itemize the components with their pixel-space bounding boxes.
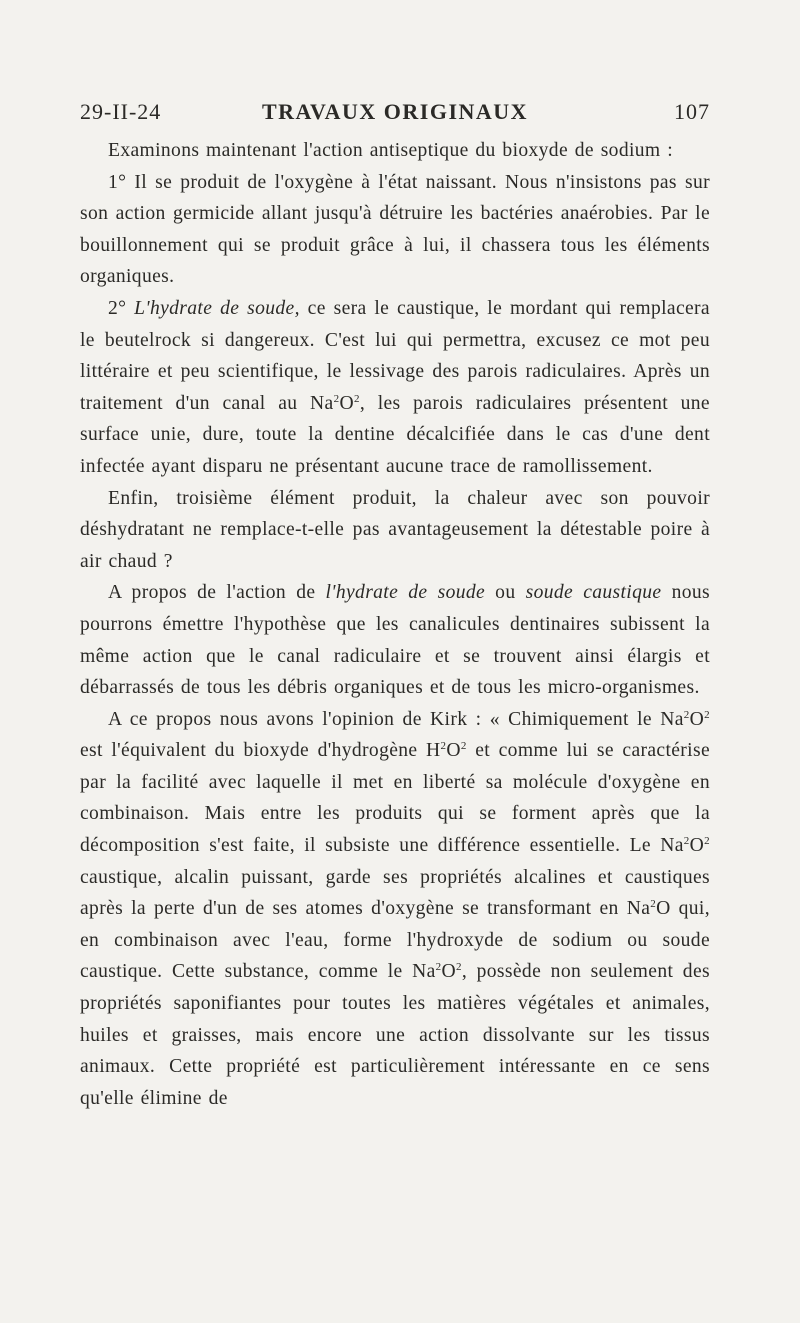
formula-part: O bbox=[689, 708, 705, 730]
paragraph-kirk-quote bbox=[80, 704, 710, 1115]
header-section-title: TRAVAUX ORIGINAUX bbox=[261, 99, 529, 124]
paragraph-text: Examinons maintenant l'action antiseptique du bioxyde de sodium : bbox=[108, 140, 674, 161]
subscript-figure: 2 bbox=[460, 740, 467, 753]
formula-part: O bbox=[446, 740, 461, 762]
paragraph-text: caustique, alcalin puissant, garde ses propriétés alcalines et caustiques après la perte d'un de ses atomes d'oxygène se transformant en Na bbox=[80, 866, 710, 920]
paragraph-text: , les parois radiculaires présentent une surface unie, dure, toute la dentine décalcifiée dans le cas d'une dent infectée ayant disparu ne présentant aucune trace de ramollissement. bbox=[80, 392, 710, 477]
list-number: 2° bbox=[108, 297, 135, 319]
subscript-figure: 2 bbox=[704, 708, 710, 721]
subscript-figure: 2 bbox=[435, 961, 442, 974]
paragraph-text: Enfin, troisième élément produit, la chaleur avec son pouvoir déshydratant ne remplace-t-elle pas avantageusement la détestable poire à air chaud ? bbox=[80, 487, 710, 572]
italic-term: soude caustique bbox=[525, 582, 662, 604]
subscript-figure: 2 bbox=[683, 708, 690, 721]
subscript-figure: 2 bbox=[455, 961, 462, 974]
running-header bbox=[80, 95, 710, 135]
header-date: 29-II-24 bbox=[80, 99, 162, 124]
paragraph-heat bbox=[80, 483, 710, 578]
page-body bbox=[80, 135, 710, 1114]
italic-term: l'hydrate de soude bbox=[325, 582, 486, 604]
formula-part: O bbox=[441, 961, 456, 983]
subscript-figure: 2 bbox=[650, 898, 657, 911]
paragraph-text: et comme lui se caractérise par la facilité avec laquelle il met en liberté sa molécule d'oxygène en combinaison. Mais entre les produits qui se forment après que la décomposition s'est faite, il subsiste une différence essentielle. Le Na bbox=[80, 740, 710, 857]
formula-part: O bbox=[339, 392, 354, 414]
formula-part: O bbox=[689, 835, 705, 857]
paragraph-text: O qui, en combinaison avec l'eau, forme l'hydroxyde de sodium ou soude caustique. Cette substance, comme le Na bbox=[80, 898, 710, 983]
paragraph-canalicules bbox=[80, 577, 710, 703]
paragraph-text: ou bbox=[485, 582, 526, 604]
paragraph-oxygen bbox=[80, 167, 710, 293]
paragraph-text: est l'équivalent du bioxyde d'hydrogène H bbox=[80, 740, 441, 762]
subscript-figure: 2 bbox=[353, 392, 360, 405]
paragraph-text: A ce propos nous avons l'opinion de Kirk : « Chimiquement le Na bbox=[108, 708, 684, 730]
subscript-figure: 2 bbox=[704, 835, 710, 848]
paragraph-intro bbox=[80, 135, 710, 167]
book-page bbox=[80, 95, 710, 1114]
subscript-figure: 2 bbox=[683, 835, 690, 848]
page-number: 107 bbox=[674, 99, 710, 124]
paragraph-text: 1° Il se produit de l'oxygène à l'état naissant. Nous n'insistons pas sur son action germicide allant jusqu'à détruire les bactéries anaérobies. Par le bouillonnement qui se produit grâce à lui, il chassera tous les éléments organiques. bbox=[80, 171, 710, 288]
paragraph-text: A propos de l'action de bbox=[108, 582, 326, 604]
subscript-figure: 2 bbox=[333, 392, 340, 405]
paragraph-hydrate bbox=[80, 293, 710, 483]
subscript-figure: 2 bbox=[440, 740, 447, 753]
italic-term: L'hydrate de soude, bbox=[134, 297, 300, 319]
paragraph-text: ce sera le caustique, le mordant qui remplacera le beutelrock si dangereux. C'est lui qui permettra, excusez ce mot peu littéraire et peu scientifique, le lessivage des parois radiculaires. Après un traitement d'un canal au Na bbox=[80, 297, 710, 414]
paragraph-text: , possède non seulement des propriétés saponifiantes pour toutes les matières végétales et animales, huiles et graisses, mais encore une action dissolvante sur les tissus animaux. Cette propriété est particulièrement intéressante en ce sens qu'elle élimine de bbox=[80, 961, 710, 1109]
paragraph-text: nous pourrons émettre l'hypothèse que les canalicules dentinaires subissent la même action que le canal radiculaire et se trouvent ainsi élargis et débarrassés de tous les débris organiques et de tous les micro-organismes. bbox=[80, 582, 710, 699]
